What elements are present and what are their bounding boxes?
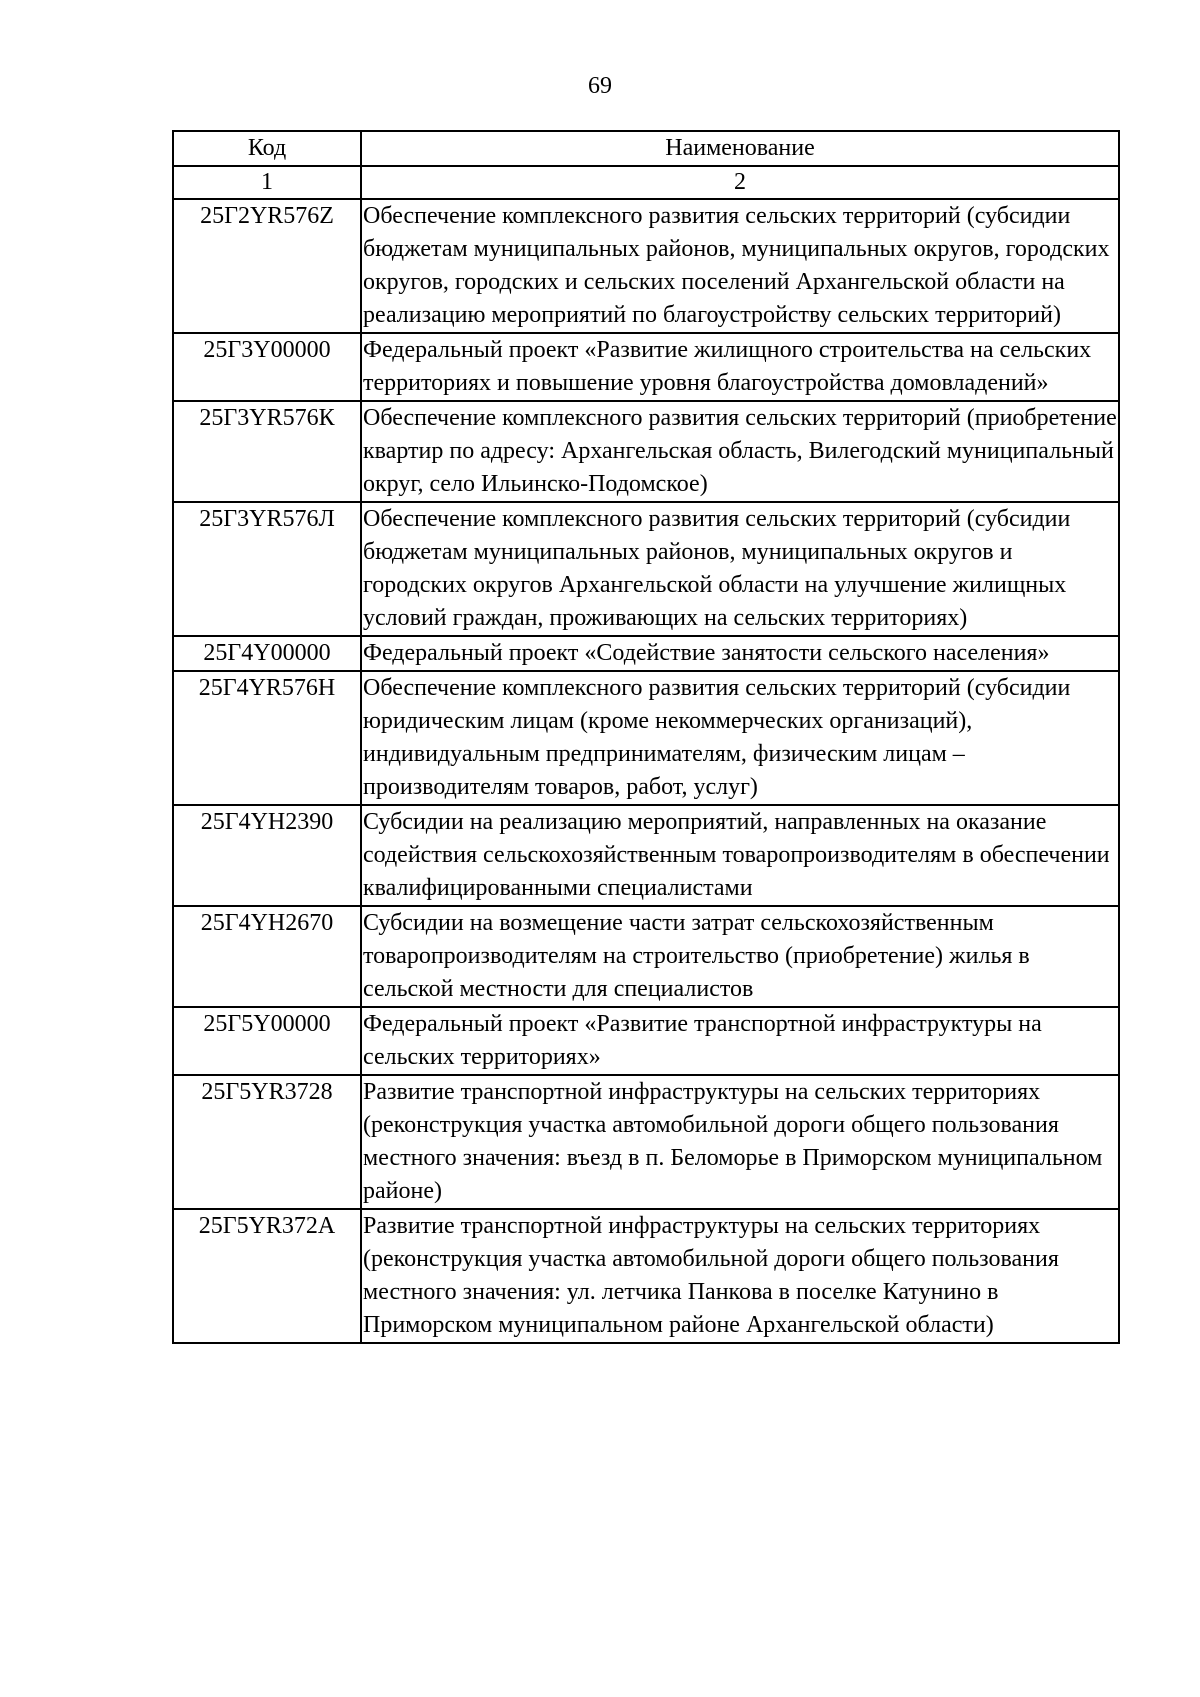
row-name: Обеспечение комплексного развития сельских территорий (субсидии юридическим лицам (кроме некоммерческих организаций), индивидуальным предпринимателям, физическим лицам – производителям товаров, работ, услуг) [361,671,1119,805]
table-row [173,502,1119,636]
column-number-row [173,166,1119,199]
table-row [173,671,1119,805]
row-code: 25Г4Y00000 [173,636,361,671]
row-name: Обеспечение комплексного развития сельских территорий (приобретение квартир по адресу: Архангельская область, Вилегодский муниципальный округ, село Ильинско-Подомское) [361,401,1119,502]
budget-code-table [172,130,1120,1344]
row-code: 25Г3Y00000 [173,333,361,401]
table-row [173,199,1119,333]
table-row [173,1075,1119,1209]
row-code: 25Г4YR576Н [173,671,361,805]
row-name: Федеральный проект «Развитие транспортной инфраструктуры на сельских территориях» [361,1007,1119,1075]
row-code: 25Г3YR576К [173,401,361,502]
table-row [173,1209,1119,1343]
row-name: Развитие транспортной инфраструктуры на сельских территориях (реконструкция участка автомобильной дороги общего пользования местного значения: въезд в п. Беломорье в Приморском муниципальном районе) [361,1075,1119,1209]
column-number-code: 1 [173,166,361,199]
row-code: 25Г5YR3728 [173,1075,361,1209]
row-name: Федеральный проект «Развитие жилищного строительства на сельских территориях и повышение уровня благоустройства домовладений» [361,333,1119,401]
table-row [173,805,1119,906]
column-number-name: 2 [361,166,1119,199]
header-name: Наименование [361,131,1119,166]
row-code: 25Г4YН2390 [173,805,361,906]
row-name: Развитие транспортной инфраструктуры на сельских территориях (реконструкция участка автомобильной дороги общего пользования местного значения: ул. летчика Панкова в поселке Катунино в Приморском муниципальном районе Архангельской области) [361,1209,1119,1343]
table-header-row [173,131,1119,166]
row-code: 25Г2YR576Z [173,199,361,333]
row-name: Субсидии на возмещение части затрат сельскохозяйственным товаропроизводителям на строительство (приобретение) жилья в сельской местности для специалистов [361,906,1119,1007]
table-row [173,906,1119,1007]
page-number: 69 [588,73,612,99]
row-code: 25Г3YR576Л [173,502,361,636]
row-code: 25Г5YR372А [173,1209,361,1343]
table-row [173,1007,1119,1075]
row-name: Субсидии на реализацию мероприятий, направленных на оказание содействия сельскохозяйственным товаропроизводителям в обеспечении квалифицированными специалистами [361,805,1119,906]
table-row [173,333,1119,401]
row-code: 25Г5Y00000 [173,1007,361,1075]
header-code: Код [173,131,361,166]
table-row [173,636,1119,671]
row-name: Обеспечение комплексного развития сельских территорий (субсидии бюджетам муниципальных районов, муниципальных округов и городских округов Архангельской области на улучшение жилищных условий граждан, проживающих на сельских территориях) [361,502,1119,636]
row-code: 25Г4YН2670 [173,906,361,1007]
table-row [173,401,1119,502]
row-name: Обеспечение комплексного развития сельских территорий (субсидии бюджетам муниципальных районов, муниципальных округов, городских округов, городских и сельских поселений Архангельской области на реализацию мероприятий по благоустройству сельских территорий) [361,199,1119,333]
row-name: Федеральный проект «Содействие занятости сельского населения» [361,636,1119,671]
